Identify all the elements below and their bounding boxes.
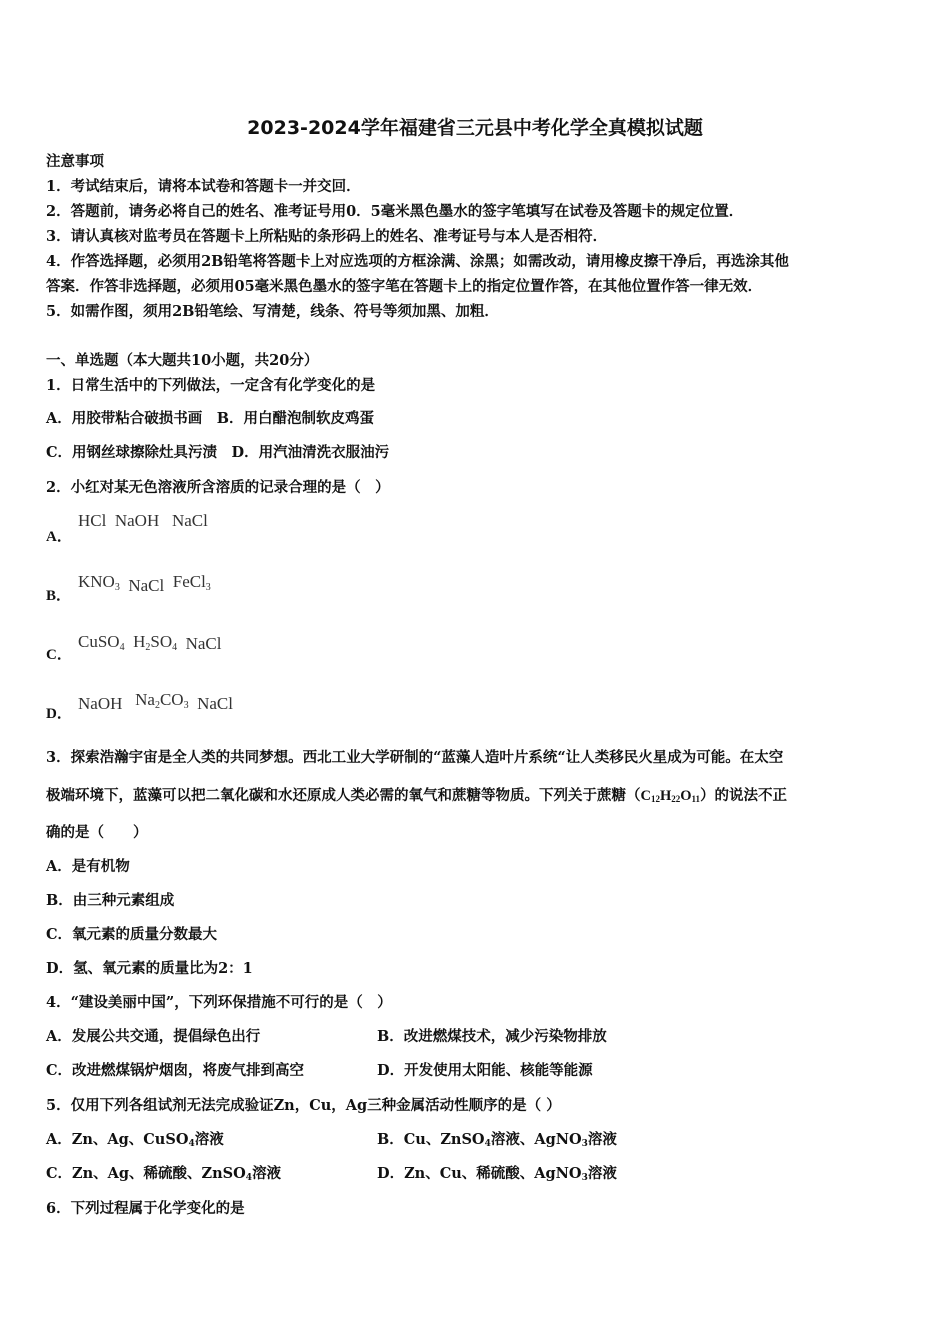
q4-option-c: C．改进燃煤锅炉烟囱，将废气排到高空 [46,1062,305,1079]
sucrose-formula: $C_{12}H_{22}O_{11}$ [640,788,701,804]
notice-item: 4．作答选择题，必须用2B铅笔将答题卡上对应选项的方框涂满、涂黑；如需改动，请用橡皮擦干净后，再选涂其他 [46,253,789,270]
q3-option-b: B．由三种元素组成 [46,892,175,909]
q2-option-d-formulas: NaOH $Na_2CO_3$ NaCl [78,690,233,713]
q2-option-c-label: C． [46,647,72,663]
q1-stem: 1．日常生活中的下列做法，一定含有化学变化的是 [46,377,376,394]
q1-options-cd: C．用钢丝球擦除灶具污渍 D．用汽油清洗衣服油污 [46,444,390,461]
q3-stem-line3: 确的是（ ） [46,824,148,841]
q2-stem: 2．小红对某无色溶液所含溶质的记录合理的是（ ） [46,479,390,496]
notice-item: 5．如需作图，须用2B铅笔绘、写清楚，线条、符号等须加黑、加粗． [46,303,499,320]
q5-option-d: D．Zn、Cu、稀硫酸、AgNO$_3$溶液 [377,1165,617,1183]
page-title: 2023-2024学年福建省三元县中考化学全真模拟试题 [247,117,703,139]
q5-option-b: B．Cu、ZnSO$_4$溶液、AgNO$_3$溶液 [377,1131,617,1149]
notice-item: 2．答题前，请务必将自己的姓名、准考证号用0．5毫米黑色墨水的签字笔填写在试卷及答题卡的规定位置． [46,203,744,220]
q5-stem: 5．仅用下列各组试剂无法完成验证Zn，Cu，Ag三种金属活动性顺序的是（ ） [46,1097,561,1114]
q3-stem-line2: 极端环境下，蓝藻可以把二氧化碳和水还原成人类必需的氧气和蔗糖等物质。下列关于蔗糖$(C_{12}H_{22}O_{11})$的说法不正 [46,787,788,804]
section-heading: 一、单选题（本大题共10小题，共20分） [46,352,319,369]
q2-option-a-formulas: HCl NaOH NaCl [78,511,208,530]
q3-stem-line1: 3．探索浩瀚宇宙是全人类的共同梦想。西北工业大学研制的“蓝藻人造叶片系统“让人类移民火星成为可能。在太空 [46,749,784,766]
q4-option-a: A．发展公共交通，提倡绿色出行 [46,1028,261,1045]
q2-option-b-label: B． [46,588,72,604]
q4-stem: 4．“建设美丽中国”，下列环保措施不可行的是（ ） [46,994,392,1011]
q6-stem: 6．下列过程属于化学变化的是 [46,1200,245,1217]
notice-heading: 注意事项 [46,153,104,170]
q4-option-d: D．开发使用太阳能、核能等能源 [377,1062,593,1079]
q1-options-ab: A．用胶带粘合破损书画 B．用白醋泡制软皮鸡蛋 [46,410,375,427]
notice-item: 3．请认真核对监考员在答题卡上所粘贴的条形码上的姓名、准考证号与本人是否相符． [46,228,608,245]
q3-option-d: D．氢、氧元素的质量比为2：1 [46,960,253,977]
q2-option-b-formulas: $KNO_3$ NaCl FeCl$_3$ [78,572,211,595]
q4-option-b: B．改进燃煤技术，减少污染物排放 [377,1028,607,1045]
q5-option-a: A．Zn、Ag、CuSO$_4$溶液 [46,1131,224,1149]
q2-option-a-label: A． [46,529,72,545]
q2-option-c-formulas: CuSO$_4$ $H_2SO_4$ NaCl [78,632,222,653]
q3-option-c: C．氧元素的质量分数最大 [46,926,218,943]
q2-option-d-label: D． [46,706,72,722]
notice-item: 答案．作答非选择题，必须用05毫米黑色墨水的签字笔在答题卡上的指定位置作答，在其他位置作答一律无效． [46,278,763,295]
q5-option-c: C．Zn、Ag、稀硫酸、ZnSO$_4$溶液 [46,1165,282,1183]
q3-option-a: A．是有机物 [46,858,130,875]
notice-item: 1．考试结束后，请将本试卷和答题卡一并交回． [46,178,361,195]
